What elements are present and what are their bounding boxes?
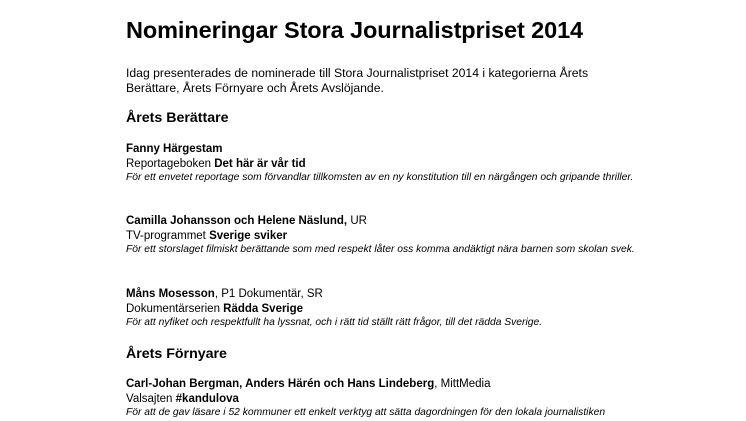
nominee-name-line bbox=[126, 377, 636, 392]
nominee-motivation: För ett storslaget filmiskt berättande som med respekt låter oss komma andäktigt nära barnen som skolan svek. bbox=[126, 244, 635, 255]
nominee-entry bbox=[126, 287, 636, 331]
nominee-name: Fanny Härgestam bbox=[126, 143, 223, 155]
work-title: Det här är vår tid bbox=[214, 157, 306, 170]
section-heading-arets-fornyare: Årets Förnyare bbox=[126, 346, 227, 362]
work-type: Valsajten bbox=[126, 392, 176, 405]
work-title: Rädda Sverige bbox=[223, 302, 304, 315]
nominee-name-line bbox=[126, 214, 636, 229]
nominee-affiliation: UR bbox=[347, 215, 367, 227]
nominee-motivation: För att nyfiket och respektfullt ha lyssnat, och i rätt tid ställt rätt frågor, till det rädda Sverige. bbox=[126, 317, 543, 328]
section-heading-arets-berattare: Årets Berättare bbox=[126, 110, 229, 126]
intro-paragraph: Idag presenterades de nominerade till Stora Journalistpriset 2014 i kategorierna Årets Berättare, Årets Förnyare och Årets Avslöjande. bbox=[126, 66, 589, 95]
work-title: Sverige sviker bbox=[209, 229, 288, 242]
work-type: TV-programmet bbox=[126, 229, 210, 242]
work-type: Dokumentärserien bbox=[126, 302, 224, 315]
nominee-name: Camilla Johansson och Helene Näslund, bbox=[126, 215, 348, 227]
work-type: Reportageboken bbox=[126, 157, 215, 170]
nominee-work-line bbox=[126, 302, 636, 317]
nominee-affiliation: , P1 Dokumentär, SR bbox=[214, 288, 323, 300]
nominee-entry bbox=[126, 377, 636, 421]
nominee-motivation: För att de gav läsare i 52 kommuner ett enkelt verktyg att sätta dagordningen för den lokala journalistiken bbox=[126, 407, 606, 418]
nominee-affiliation: , MittMedia bbox=[434, 378, 491, 390]
nominee-entry bbox=[126, 142, 636, 186]
nominee-name-line bbox=[126, 142, 636, 157]
work-title: #kandulova bbox=[175, 392, 239, 405]
nominee-work-line bbox=[126, 392, 636, 407]
nominee-entry bbox=[126, 214, 636, 258]
nominee-name: Måns Mosesson bbox=[126, 288, 215, 300]
page-title: Nomineringar Stora Journalistpriset 2014 bbox=[126, 17, 584, 43]
nominee-name: Carl-Johan Bergman, Anders Härén och Hans Lindeberg bbox=[126, 378, 435, 390]
nominee-name-line bbox=[126, 287, 636, 302]
nominee-work-line bbox=[126, 157, 636, 172]
nominee-motivation: För ett envetet reportage som förvandlar tillkomsten av en ny konstitution till en närgången och gripande thriller. bbox=[126, 172, 634, 183]
nominee-work-line bbox=[126, 229, 636, 244]
